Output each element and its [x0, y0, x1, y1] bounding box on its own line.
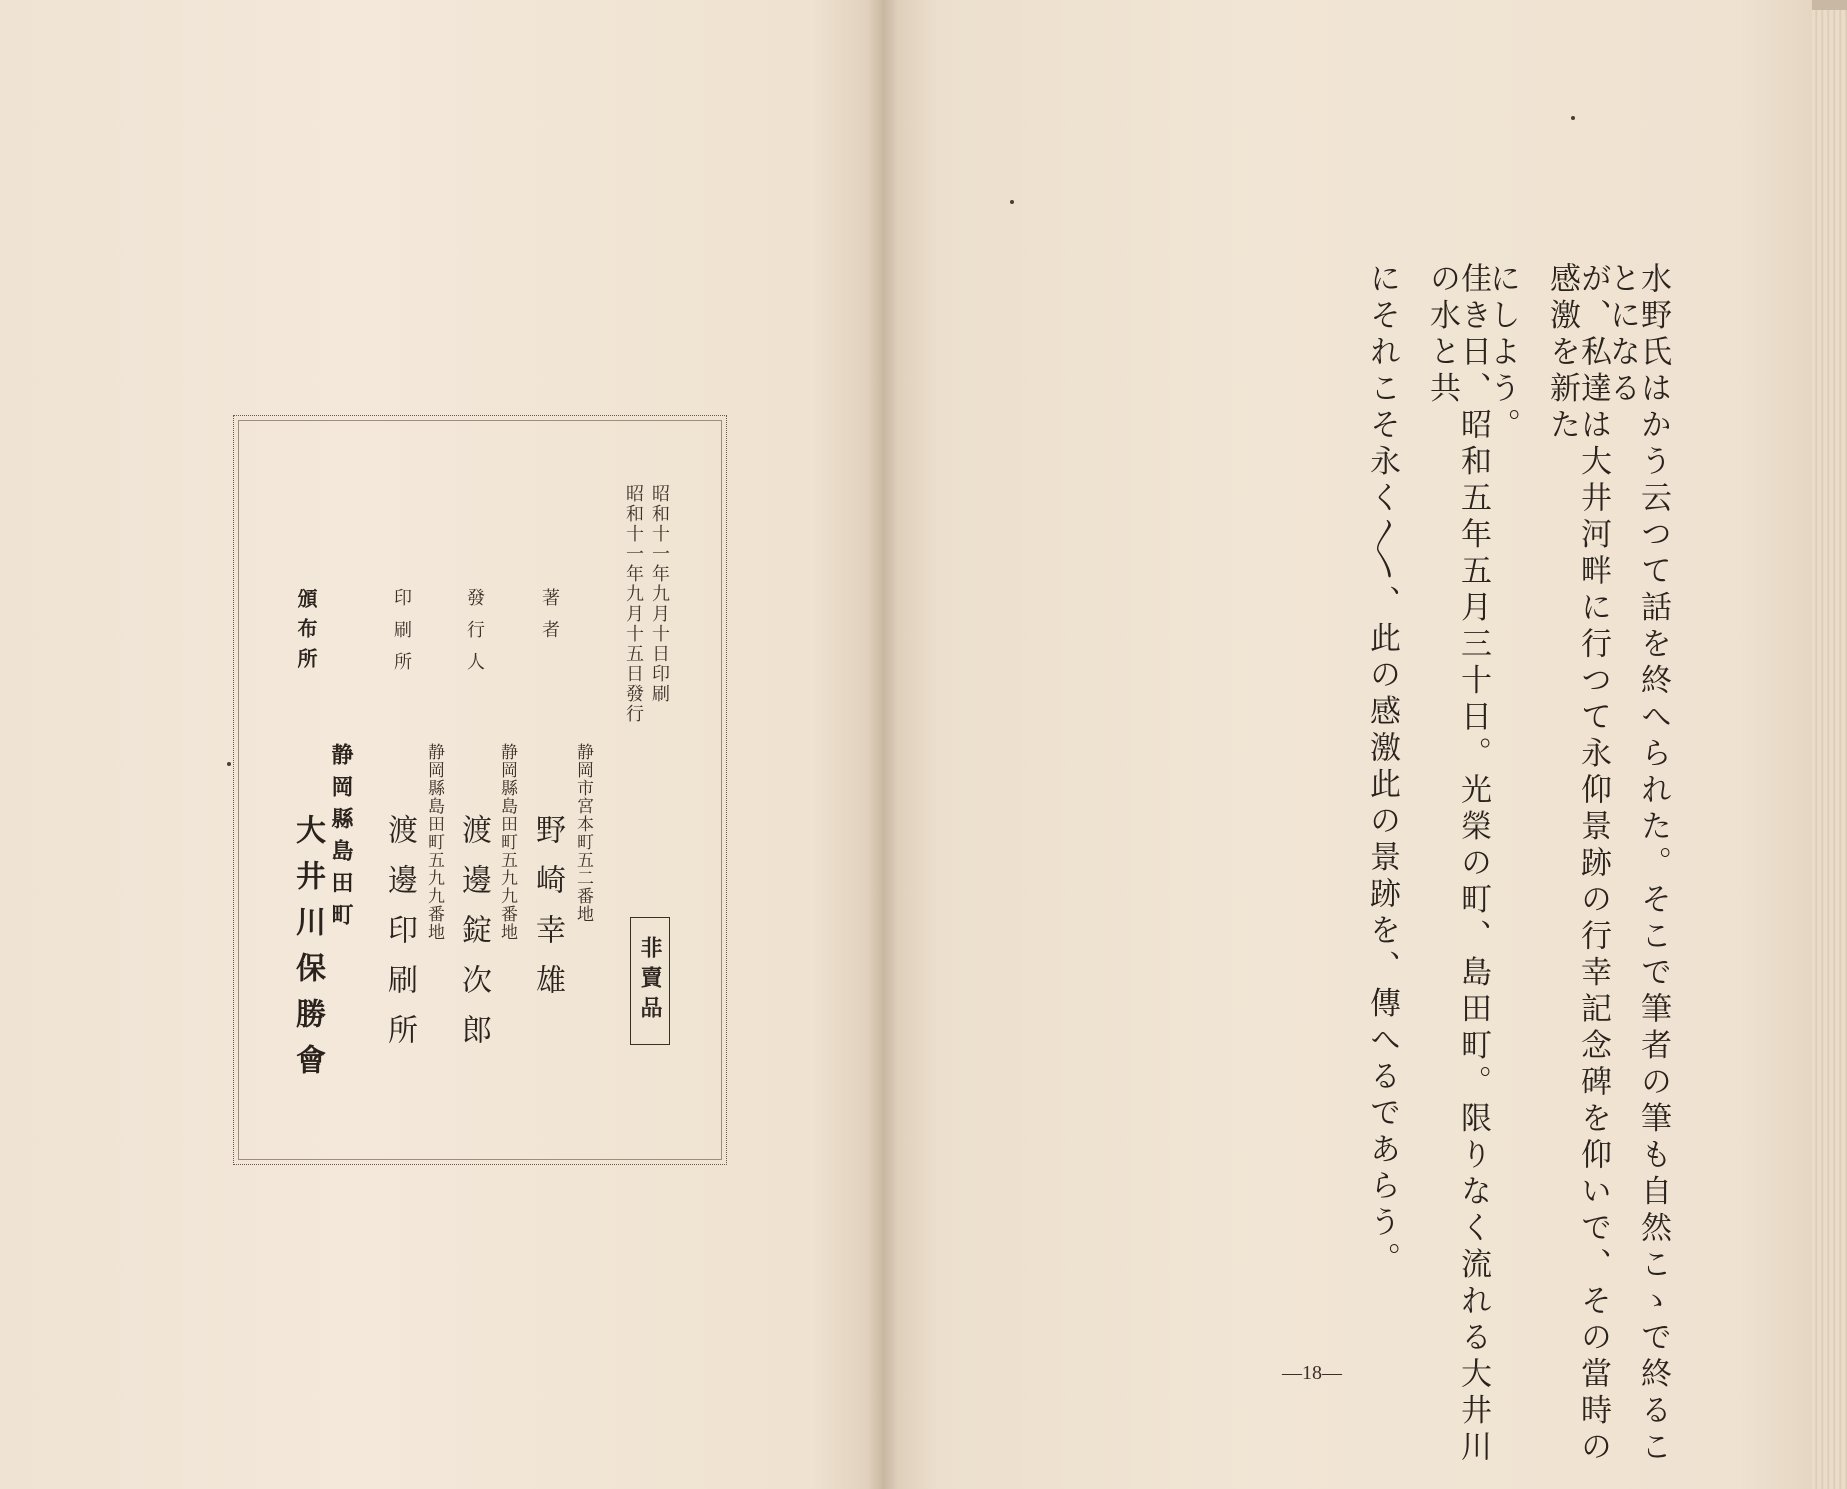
author-role: 著者 [539, 588, 560, 652]
print-date: 昭和十一年九月十日印刷 [649, 484, 670, 704]
printer-address: 静岡縣島田町五九九番地 [424, 743, 444, 941]
printer-name: 渡邊印刷所 [382, 814, 417, 1064]
body-line-4: 佳き日、昭和五年五月三十日。光榮の町、島田町。限りなく流れる大井川の水と共 [1424, 262, 1491, 1467]
page-edges [1812, 10, 1847, 1489]
paper-speck [227, 762, 231, 766]
distributor-address: 静岡縣島田町 [328, 743, 354, 935]
not-for-sale-stamp: 非賣品 [630, 917, 670, 1045]
body-line-3: にしよう。 [1484, 262, 1520, 445]
publisher-role: 發行人 [464, 588, 485, 684]
publisher-address: 静岡縣島田町五九九番地 [497, 743, 517, 941]
distributor-role: 頒布所 [294, 588, 318, 678]
publisher-name: 渡邊錠次郎 [456, 814, 491, 1064]
author-name: 野崎幸雄 [530, 814, 565, 1014]
paper-speck [1571, 116, 1575, 120]
body-line-5: にそれこそ永く〳〵、此の感激此の景跡を、傳へるであらう。 [1364, 262, 1400, 1279]
author-address: 静岡市宮本町五二番地 [573, 743, 593, 923]
page-number: —18— [1282, 1362, 1342, 1384]
body-line-1: 水野氏はかう云つて話を終へられた。そこで筆者の筆も自然こゝで終ることになる [1604, 262, 1671, 1467]
publish-date: 昭和十一年九月十五日發行 [623, 484, 644, 724]
right-page [882, 0, 1812, 1489]
paper-speck [1010, 200, 1014, 204]
printer-role: 印刷所 [391, 588, 412, 684]
body-line-2: が、私達は大井河畔に行つて永仰景跡の行幸記念碑を仰いで、その當時の感激を新た [1544, 262, 1611, 1467]
book-gutter [868, 0, 898, 1489]
distributor-name: 大井川保勝會 [290, 814, 325, 1090]
